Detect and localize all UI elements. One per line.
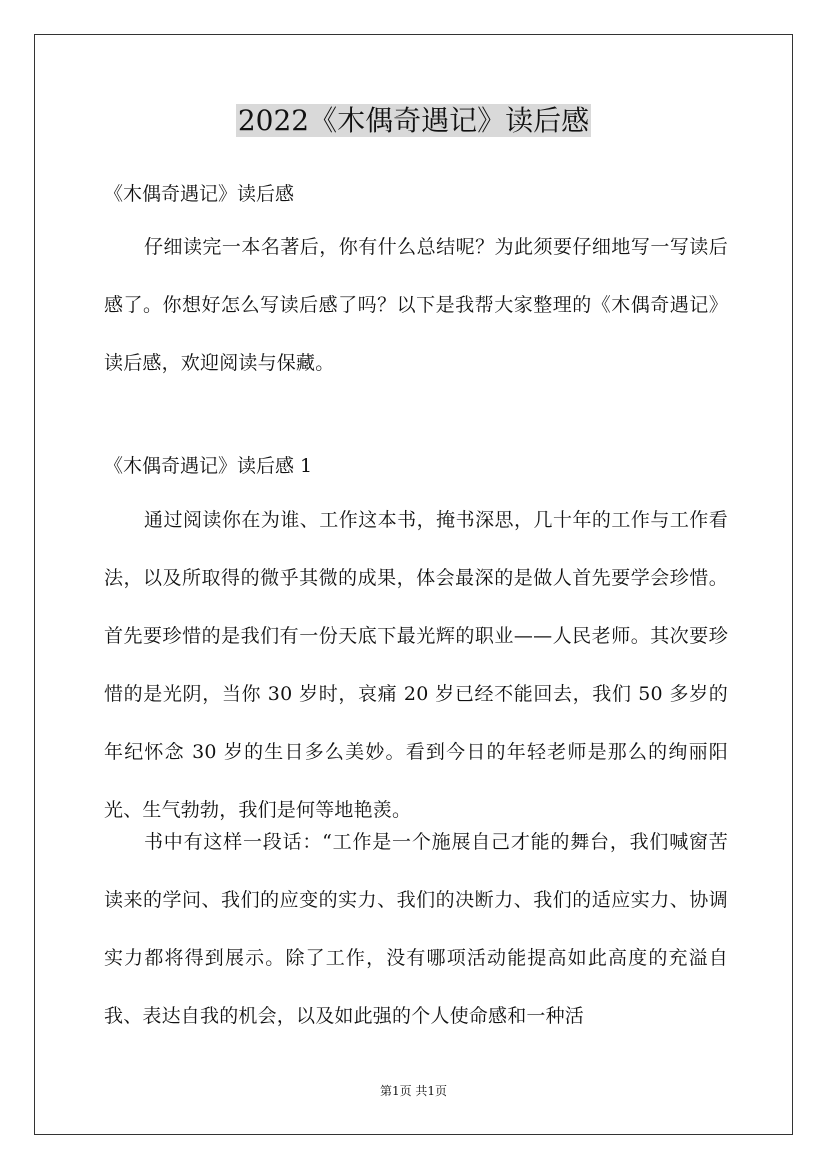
document-title-text: 2022《木偶奇遇记》读后感 bbox=[237, 104, 590, 137]
body-paragraph-1: 通过阅读你在为谁、工作这本书，掩书深思，几十年的工作与工作看法，以及所取得的微乎其微的成果，体会最深的是做人首先要学会珍惜。首先要珍惜的是我们有一份天底下最光辉的职业——人民老师。其次要珍惜的是光阴，当你 30 岁时，哀痛 20 岁已经不能回去，我们 50 多岁的年纪怀念 30 岁的生日多么美妙。看到今日的年轻老师是那么的绚丽阳光、生气勃勃，我们是何等地艳羡。 bbox=[104, 509, 728, 821]
body-paragraph-2: 书中有这样一段话：“工作是一个施展自己才能的舞台，我们喊窗苦读来的学问、我们的应变的实力、我们的决断力、我们的适应实力、协调实力都将得到展示。除了工作，没有哪项活动能提高如此高度的充溢自我、表达自我的机会，以及如此强的个人使命感和一种活 bbox=[104, 831, 728, 1027]
page-footer: 第1页 共1页 bbox=[379, 1084, 448, 1098]
document-title bbox=[0, 101, 827, 141]
document-subtitle: 《木偶奇遇记》读后感 bbox=[104, 183, 295, 205]
section-heading: 《木偶奇遇记》读后感 1 bbox=[104, 455, 313, 477]
intro-paragraph: 仔细读完一本名著后，你有什么总结呢？为此须要仔细地写一写读后感了。你想好怎么写读后感了吗？以下是我帮大家整理的《木偶奇遇记》读后感，欢迎阅读与保藏。 bbox=[104, 236, 728, 374]
